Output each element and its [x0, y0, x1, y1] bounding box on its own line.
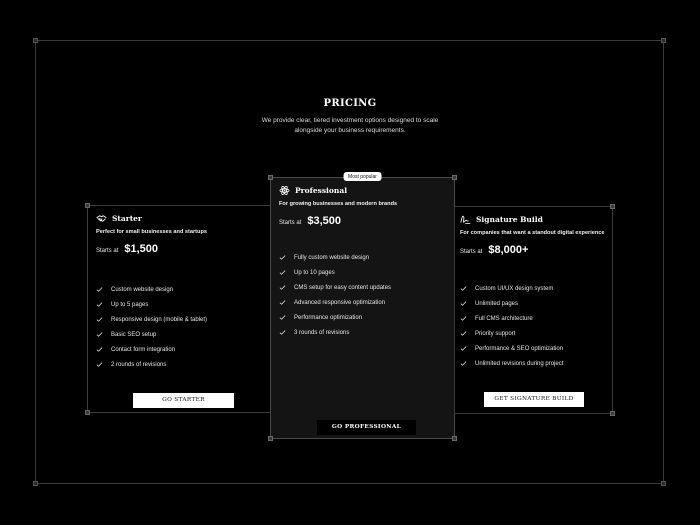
plan-price: $8,000+: [488, 244, 529, 256]
feature-text: Full CMS architecture: [475, 315, 533, 322]
frame-handle-bottom-left[interactable]: [33, 481, 38, 486]
price-label: Starts at: [96, 248, 119, 254]
feature-item: [279, 265, 450, 280]
plan-description: Perfect for small businesses and startups: [96, 229, 207, 235]
atom-icon: [279, 185, 290, 196]
feature-item: [96, 342, 266, 357]
check-icon: [96, 331, 103, 338]
feature-text: Up to 10 pages: [294, 269, 335, 276]
check-icon: [460, 285, 467, 292]
card-handle-top-right[interactable]: [610, 204, 615, 209]
plan-name: Professional: [295, 185, 348, 195]
card-handle-top-right[interactable]: [452, 175, 457, 180]
feature-item: [460, 341, 608, 356]
feature-item: [460, 356, 608, 371]
check-icon: [460, 315, 467, 322]
feature-text: Unlimited pages: [475, 300, 519, 307]
check-icon: [279, 284, 286, 291]
feature-item: [460, 326, 608, 341]
plan-price: $1,500: [124, 243, 158, 255]
check-icon: [279, 329, 286, 336]
feature-text: Responsive design (mobile & tablet): [111, 316, 208, 323]
card-handle-bottom-right[interactable]: [610, 411, 615, 416]
check-icon: [460, 330, 467, 337]
feature-text: Performance & SEO optimization: [475, 345, 564, 352]
feature-text: Priority support: [475, 330, 516, 337]
feature-text: Custom website design: [111, 286, 174, 293]
get-signature-build-button[interactable]: GET SIGNATURE BUILD: [484, 392, 584, 407]
price-label: Starts at: [460, 249, 483, 255]
card-handle-top-left[interactable]: [268, 175, 273, 180]
check-icon: [279, 299, 286, 306]
check-icon: [96, 301, 103, 308]
plan-card-starter: [87, 205, 271, 413]
check-icon: [279, 269, 286, 276]
feature-item: [279, 280, 450, 295]
feature-list: [96, 282, 266, 372]
most-popular-badge: Most popular: [343, 172, 382, 181]
check-icon: [279, 314, 286, 321]
feature-text: Up to 5 pages: [111, 301, 149, 308]
feature-text: 2 rounds of revisions: [111, 361, 167, 368]
plan-description: For companies that want a standout digital experience: [460, 230, 605, 236]
feature-text: Contact form integration: [111, 346, 176, 353]
signature-icon: [460, 214, 471, 225]
go-starter-button[interactable]: GO STARTER: [133, 393, 234, 408]
pricing-header: [0, 98, 700, 136]
feature-item: [279, 310, 450, 325]
feature-item: [460, 296, 608, 311]
page-title: PRICING: [323, 98, 377, 109]
feature-item: [460, 281, 608, 296]
feature-list: [460, 281, 608, 371]
feature-text: Custom UI/UX design system: [475, 285, 554, 292]
feature-item: [279, 325, 450, 340]
card-handle-top-left[interactable]: [85, 203, 90, 208]
feature-text: Fully custom website design: [294, 254, 370, 261]
check-icon: [96, 316, 103, 323]
feature-text: CMS setup for easy content updates: [294, 284, 392, 291]
frame-handle-top-left[interactable]: [33, 38, 38, 43]
check-icon: [279, 254, 286, 261]
frame-handle-bottom-right[interactable]: [661, 481, 666, 486]
plan-name: Starter: [112, 213, 142, 223]
go-professional-button[interactable]: GO PROFESSIONAL: [317, 420, 416, 435]
check-icon: [96, 346, 103, 353]
card-handle-bottom-left[interactable]: [268, 436, 273, 441]
feature-text: Basic SEO setup: [111, 331, 157, 338]
feature-text: Advanced responsive optimization: [294, 299, 386, 306]
plan-card-signature-build: [454, 206, 613, 414]
plan-price: $3,500: [307, 215, 341, 227]
feature-item: [96, 282, 266, 297]
check-icon: [460, 300, 467, 307]
feature-text: Unlimited revisions during project: [475, 360, 564, 367]
feature-item: [96, 297, 266, 312]
plan-card-professional: [270, 173, 455, 439]
card-handle-bottom-right[interactable]: [452, 436, 457, 441]
feature-text: Performance optimization: [294, 314, 363, 321]
frame-handle-top-right[interactable]: [661, 38, 666, 43]
page-subtitle: We provide clear, tiered investment options designed to scale alongside your business requirements.: [261, 117, 439, 134]
feature-item: [96, 327, 266, 342]
feature-item: [96, 312, 266, 327]
check-icon: [460, 345, 467, 352]
check-icon: [460, 360, 467, 367]
feature-item: [279, 250, 450, 265]
feature-list: [279, 250, 450, 340]
plan-description: For growing businesses and modern brands: [279, 201, 398, 207]
handshake-icon: [96, 213, 107, 224]
check-icon: [96, 361, 103, 368]
feature-item: [96, 357, 266, 372]
check-icon: [96, 286, 103, 293]
card-handle-bottom-left[interactable]: [85, 410, 90, 415]
price-label: Starts at: [279, 220, 302, 226]
feature-item: [460, 311, 608, 326]
feature-text: 3 rounds of revisions: [294, 329, 350, 336]
feature-item: [279, 295, 450, 310]
plan-name: Signature Build: [476, 214, 543, 224]
